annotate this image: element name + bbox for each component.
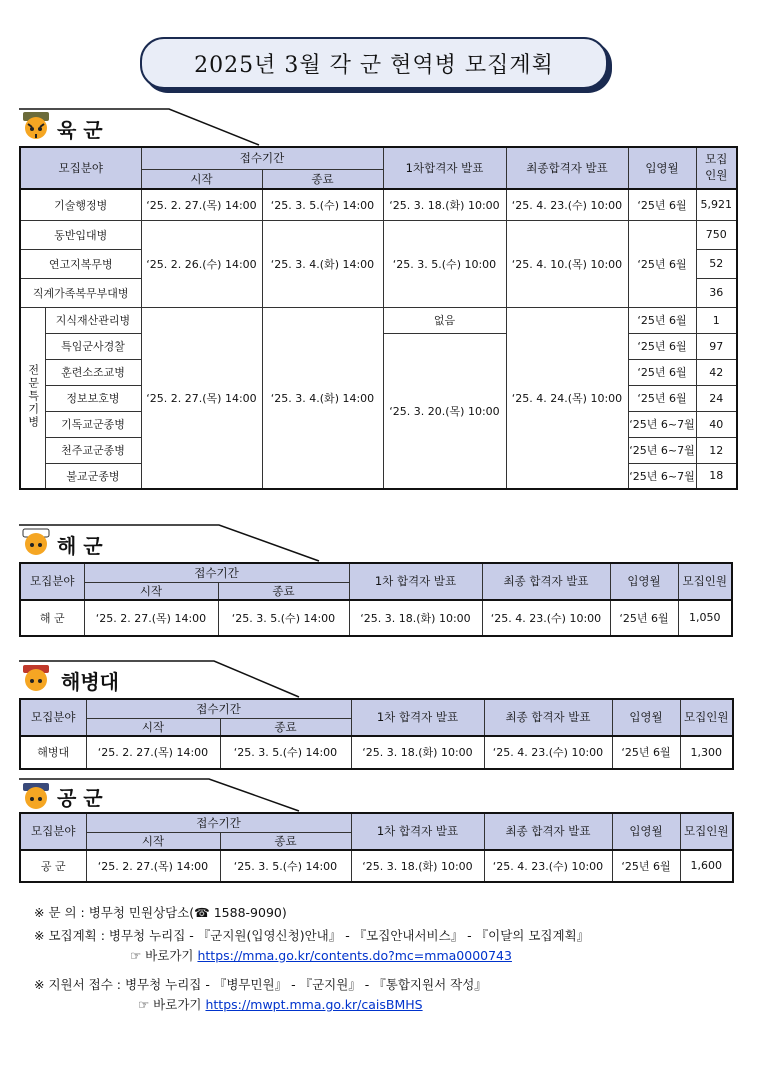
navy-table xyxy=(19,562,733,637)
navy-section xyxy=(19,524,733,637)
specialty-label-text: 전문특기병 xyxy=(26,363,40,429)
header-field: 모집분야 xyxy=(20,563,84,600)
header-enlist: 입영월 xyxy=(610,563,678,600)
row-count: 52 xyxy=(696,249,737,278)
tab-underline xyxy=(19,108,279,146)
row-final: ‘25. 4. 23.(수) 10:00 xyxy=(484,736,612,769)
header-end: 종료 xyxy=(220,832,351,850)
row-field: 연고지복무병 xyxy=(20,249,141,278)
header-count: 모집인원 xyxy=(680,813,733,850)
header-field: 모집분야 xyxy=(20,147,141,189)
marines-label: 해병대 xyxy=(61,670,119,694)
airforce-table xyxy=(19,812,734,883)
tab-underline xyxy=(19,660,319,698)
note-plan: ※ 모집계획 : 병무청 누리집 - 『군지원(입영신청)안내』 - 『모집안내서비스』 - 『이달의 모집계획』 xyxy=(34,928,590,944)
table-row xyxy=(20,850,733,882)
airforce-tab xyxy=(19,778,734,812)
apply-link[interactable]: https://mwpt.mma.go.kr/caisBMHS xyxy=(205,996,423,1012)
row-start: ‘25. 2. 27.(목) 14:00 xyxy=(84,600,218,636)
tab-underline xyxy=(19,778,319,812)
row-start: ‘25. 2. 27.(목) 14:00 xyxy=(86,736,220,769)
table-row xyxy=(20,307,737,333)
row-count: 750 xyxy=(696,220,737,249)
row-first: ‘25. 3. 18.(화) 10:00 xyxy=(349,600,482,636)
row-count: 36 xyxy=(696,278,737,307)
header-start: 시작 xyxy=(141,169,262,189)
row-first: ‘25. 3. 5.(수) 10:00 xyxy=(383,220,506,307)
header-period: 접수기간 xyxy=(84,563,349,582)
header-start: 시작 xyxy=(86,832,220,850)
row-field: 특임군사경찰 xyxy=(45,333,141,359)
row-start: ‘25. 2. 26.(수) 14:00 xyxy=(141,220,262,307)
row-enlist: ‘25년 6월 xyxy=(628,189,696,220)
row-enlist: ‘25년 6월 xyxy=(628,359,696,385)
row-enlist: ‘25년 6~7월 xyxy=(628,411,696,437)
header-first: 1차 합격자 발표 xyxy=(351,813,484,850)
header-field: 모집분야 xyxy=(20,699,86,736)
shortcut-label: ☞ 바로가기 xyxy=(130,947,194,963)
row-enlist: ‘25년 6월 xyxy=(628,307,696,333)
page-title-text: 2025년 3월 각 군 현역병 모집계획 xyxy=(194,52,554,78)
row-enlist: ‘25년 6월 xyxy=(612,850,680,882)
header-first: 1차 합격자 발표 xyxy=(349,563,482,600)
row-final: ‘25. 4. 23.(수) 10:00 xyxy=(484,850,612,882)
row-final: ‘25. 4. 23.(수) 10:00 xyxy=(482,600,610,636)
header-end: 종료 xyxy=(218,582,349,600)
row-field: 공 군 xyxy=(20,850,86,882)
header-enlist: 입영월 xyxy=(612,813,680,850)
specialty-label xyxy=(20,307,45,489)
row-field: 해 군 xyxy=(20,600,84,636)
row-count: 18 xyxy=(696,463,737,489)
row-end: ‘25. 3. 4.(화) 14:00 xyxy=(262,307,383,489)
note-contact: ※ 문 의 : 병무청 민원상담소(☎ 1588-9090) xyxy=(34,905,287,920)
header-count: 모집 인원 xyxy=(696,147,737,189)
row-count: 12 xyxy=(696,437,737,463)
header-period: 접수기간 xyxy=(86,699,351,718)
row-count: 1,600 xyxy=(680,850,733,882)
army-label: 육 군 xyxy=(57,118,103,142)
row-count: 1 xyxy=(696,307,737,333)
table-row xyxy=(20,736,733,769)
row-first: 없음 xyxy=(383,307,506,333)
note-apply-link-row xyxy=(34,995,589,1014)
note-apply: ※ 지원서 접수 : 병무청 누리집 - 『병무민원』 - 『군지원』 - 『통합지원서 작성』 xyxy=(34,977,487,993)
row-final: ‘25. 4. 23.(수) 10:00 xyxy=(506,189,628,220)
row-enlist: ‘25년 6월 xyxy=(612,736,680,769)
army-section xyxy=(19,108,738,490)
row-end: ‘25. 3. 5.(수) 14:00 xyxy=(220,850,351,882)
row-end: ‘25. 3. 5.(수) 14:00 xyxy=(218,600,349,636)
row-field: 기독교군종병 xyxy=(45,411,141,437)
row-field: 해병대 xyxy=(20,736,86,769)
header-final: 최종 합격자 발표 xyxy=(484,699,612,736)
row-start: ‘25. 2. 27.(목) 14:00 xyxy=(141,189,262,220)
marines-section xyxy=(19,660,734,770)
row-start: ‘25. 2. 27.(목) 14:00 xyxy=(86,850,220,882)
row-first: ‘25. 3. 18.(화) 10:00 xyxy=(383,189,506,220)
header-final: 최종합격자 발표 xyxy=(506,147,628,189)
row-field: 정보보호병 xyxy=(45,385,141,411)
notes xyxy=(34,903,589,1018)
table-row xyxy=(20,220,737,249)
row-field: 천주교군종병 xyxy=(45,437,141,463)
note-plan-link-row xyxy=(34,946,589,965)
row-final: ‘25. 4. 10.(목) 10:00 xyxy=(506,220,628,307)
page-title xyxy=(140,37,608,89)
row-count: 42 xyxy=(696,359,737,385)
row-field: 직계가족복무부대병 xyxy=(20,278,141,307)
army-table xyxy=(19,146,738,490)
table-row xyxy=(20,600,732,636)
plan-link[interactable]: https://mma.go.kr/contents.do?mc=mma0000743 xyxy=(197,947,512,963)
row-enlist: ‘25년 6~7월 xyxy=(628,437,696,463)
row-count: 1,300 xyxy=(680,736,733,769)
row-final: ‘25. 4. 24.(목) 10:00 xyxy=(506,307,628,489)
row-first: ‘25. 3. 18.(화) 10:00 xyxy=(351,850,484,882)
marines-tab xyxy=(19,660,734,698)
row-end: ‘25. 3. 5.(수) 14:00 xyxy=(220,736,351,769)
army-tab xyxy=(19,108,738,146)
header-count: 모집인원 xyxy=(680,699,733,736)
header-end: 종료 xyxy=(220,718,351,736)
navy-label: 해 군 xyxy=(57,534,103,558)
row-enlist: ‘25년 6월 xyxy=(628,220,696,307)
row-field: 불교군종병 xyxy=(45,463,141,489)
shortcut-label: ☞ 바로가기 xyxy=(138,996,202,1012)
row-enlist: ‘25년 6월 xyxy=(628,333,696,359)
row-first: ‘25. 3. 18.(화) 10:00 xyxy=(351,736,484,769)
row-field: 훈련소조교병 xyxy=(45,359,141,385)
row-count: 24 xyxy=(696,385,737,411)
row-end: ‘25. 3. 4.(화) 14:00 xyxy=(262,220,383,307)
marines-table xyxy=(19,698,734,770)
header-enlist: 입영월 xyxy=(612,699,680,736)
header-final: 최종 합격자 발표 xyxy=(482,563,610,600)
navy-tab xyxy=(19,524,733,562)
row-count: 1,050 xyxy=(678,600,732,636)
header-period: 접수기간 xyxy=(86,813,351,832)
row-enlist: ‘25년 6~7월 xyxy=(628,463,696,489)
row-count: 97 xyxy=(696,333,737,359)
row-count: 40 xyxy=(696,411,737,437)
row-enlist: ‘25년 6월 xyxy=(628,385,696,411)
row-end: ‘25. 3. 5.(수) 14:00 xyxy=(262,189,383,220)
row-field: 동반입대병 xyxy=(20,220,141,249)
header-start: 시작 xyxy=(84,582,218,600)
row-field: 지식재산관리병 xyxy=(45,307,141,333)
header-first: 1차합격자 발표 xyxy=(383,147,506,189)
header-enlist: 입영월 xyxy=(628,147,696,189)
row-count: 5,921 xyxy=(696,189,737,220)
header-period: 접수기간 xyxy=(141,147,383,169)
table-row xyxy=(20,189,737,220)
row-start: ‘25. 2. 27.(목) 14:00 xyxy=(141,307,262,489)
row-first: ‘25. 3. 20.(목) 10:00 xyxy=(383,333,506,489)
row-field: 기술행정병 xyxy=(20,189,141,220)
header-start: 시작 xyxy=(86,718,220,736)
header-final: 최종 합격자 발표 xyxy=(484,813,612,850)
header-field: 모집분야 xyxy=(20,813,86,850)
tab-underline xyxy=(19,524,339,562)
airforce-label: 공 군 xyxy=(57,786,103,810)
airforce-section xyxy=(19,778,734,883)
header-count: 모집인원 xyxy=(678,563,732,600)
header-first: 1차 합격자 발표 xyxy=(351,699,484,736)
header-end: 종료 xyxy=(262,169,383,189)
row-enlist: ‘25년 6월 xyxy=(610,600,678,636)
